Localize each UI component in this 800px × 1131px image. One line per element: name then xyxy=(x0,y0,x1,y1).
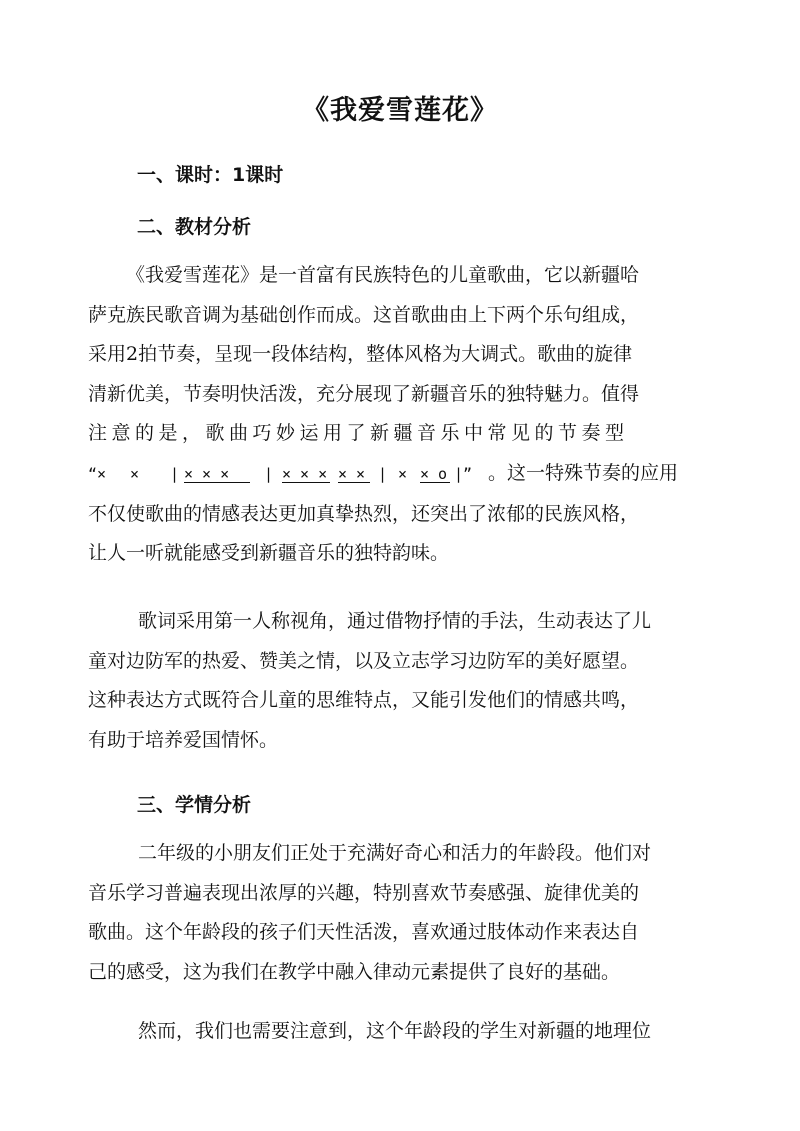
rhythm-line xyxy=(88,454,708,495)
paragraph-line: 让人一听就能感受到新疆音乐的独特韵味。 xyxy=(88,542,450,565)
document-title: 《我爱雪莲花》 xyxy=(302,95,498,126)
paragraph-line: 采用2拍节奏，呈现一段体结构，整体风格为大调式。歌曲的旋律 xyxy=(88,343,633,366)
paragraph-line: 这种表达方式既符合儿童的思维特点，又能引发他们的情感共鸣， xyxy=(88,689,640,712)
rhythm-pattern xyxy=(88,455,476,495)
rhythm-note: “× xyxy=(88,464,107,483)
rhythm-barline: | xyxy=(264,464,274,483)
paragraph-line: 有助于培养爱国情怀。 xyxy=(88,728,279,751)
rhythm-note: × xyxy=(398,464,408,483)
paragraph-learner-analysis-1 xyxy=(88,834,708,992)
rhythm-note-group: × × × xyxy=(282,466,330,483)
paragraph-line: 二年级的小朋友们正处于充满好奇心和活力的年龄段。他们对 xyxy=(138,842,652,864)
rhythm-note-group: × o xyxy=(420,466,450,483)
paragraph-line: 注意的是，歌曲巧妙运用了新疆音乐中常见的节奏型 xyxy=(88,422,629,445)
paragraph-line: 歌词采用第一人称视角，通过借物抒情的手法，生动表达了儿 xyxy=(138,610,652,632)
section-heading-material-analysis: 二、教材分析 xyxy=(137,216,252,238)
paragraph-text: 。这一特殊节奏的应用 xyxy=(488,461,679,484)
paragraph-line: 不仅使歌曲的情感表达更加真挚热烈，还突出了浓郁的民族风格， xyxy=(88,502,640,525)
rhythm-note-group: × × xyxy=(338,466,370,483)
paragraph-line: 歌曲。这个年龄段的孩子们天性活泼，喜欢通过肢体动作来表达自 xyxy=(88,921,640,944)
paragraph-line: 萨克族民歌音调为基础创作而成。这首歌曲由上下两个乐句组成， xyxy=(88,303,640,326)
section-heading-learner-analysis: 三、学情分析 xyxy=(137,794,252,816)
paragraph-material-analysis-2 xyxy=(88,602,708,760)
paragraph-line: 《我爱雪莲花》是一首富有民族特色的儿童歌曲，它以新疆哈 xyxy=(126,264,640,286)
paragraph-line: 然而，我们也需要注意到，这个年龄段的学生对新疆的地理位 xyxy=(138,1020,652,1042)
rhythm-barline: | xyxy=(378,464,388,483)
paragraph-learner-analysis-2 xyxy=(88,1012,708,1052)
paragraph-line: 音乐学习普遍表现出浓厚的兴趣，特别喜欢节奏感强、旋律优美的 xyxy=(88,881,640,904)
rhythm-note: × xyxy=(130,464,140,483)
section-heading-class-hours: 一、课时：1课时 xyxy=(137,164,284,186)
rhythm-barline: |” xyxy=(454,464,473,483)
paragraph-material-analysis-1 xyxy=(88,256,708,574)
rhythm-barline: | xyxy=(170,464,180,483)
rhythm-note-group: × × × xyxy=(184,466,250,483)
paragraph-line: 童对边防军的热爱、赞美之情，以及立志学习边防军的美好愿望。 xyxy=(88,649,640,672)
paragraph-line: 清新优美，节奏明快活泼，充分展现了新疆音乐的独特魅力。值得 xyxy=(88,382,640,405)
paragraph-line: 己的感受，这为我们在教学中融入律动元素提供了良好的基础。 xyxy=(88,960,621,983)
